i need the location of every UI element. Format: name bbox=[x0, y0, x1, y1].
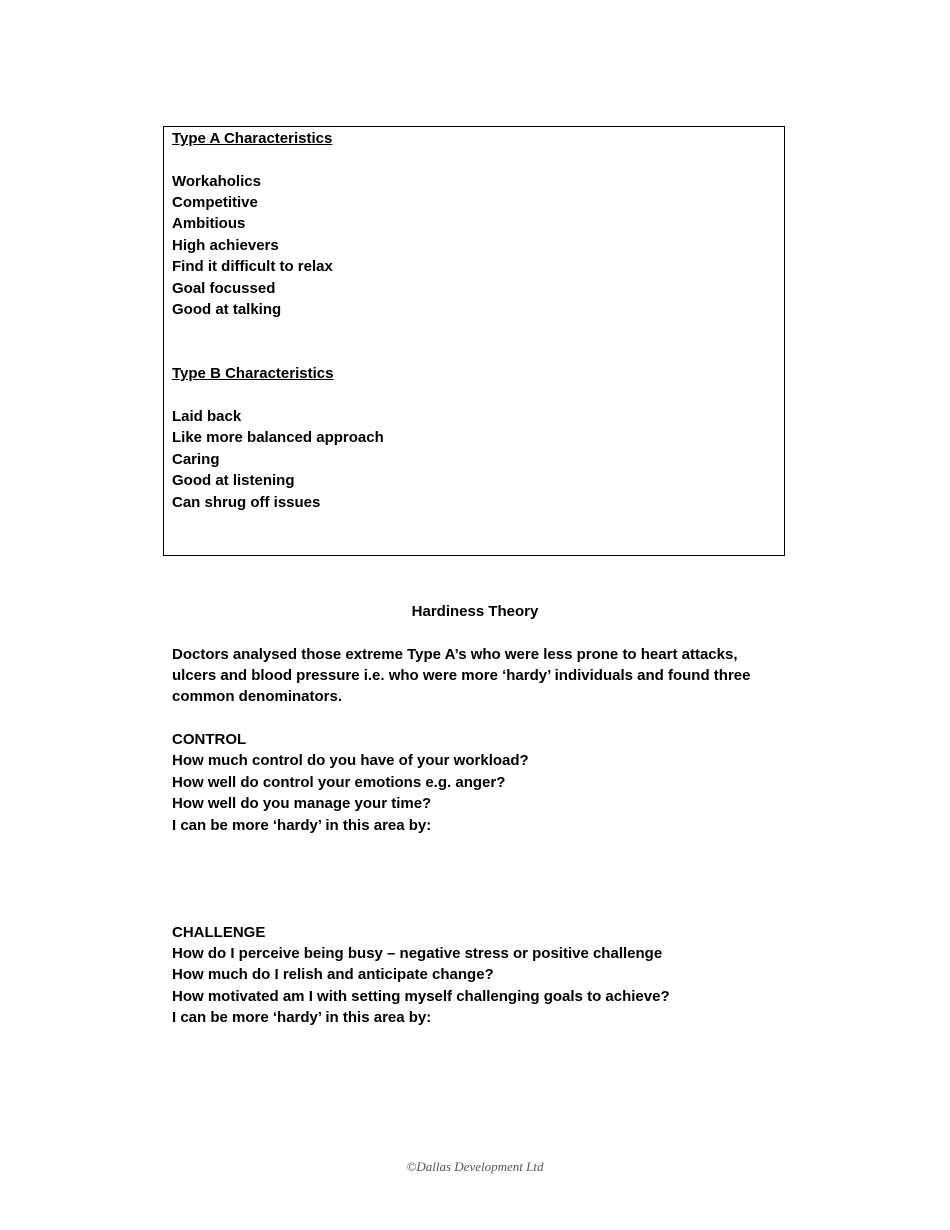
control-question: How well do you manage your time? bbox=[172, 795, 432, 812]
type-b-item: Good at listening bbox=[172, 472, 295, 489]
type-a-heading: Type A Characteristics bbox=[172, 130, 333, 147]
challenge-prompt: I can be more ‘hardy’ in this area by: bbox=[172, 1009, 432, 1026]
challenge-heading: CHALLENGE bbox=[172, 924, 266, 941]
type-b-item: Caring bbox=[172, 451, 220, 468]
type-b-item: Can shrug off issues bbox=[172, 494, 321, 511]
challenge-question: How much do I relish and anticipate change? bbox=[172, 966, 494, 983]
type-a-item: Goal focussed bbox=[172, 280, 276, 297]
control-question: How much control do you have of your workload? bbox=[172, 752, 529, 769]
type-b-item: Laid back bbox=[172, 408, 242, 425]
intro-line: Doctors analysed those extreme Type A’s who were less prone to heart attacks, bbox=[172, 646, 738, 663]
type-a-item: Find it difficult to relax bbox=[172, 258, 333, 275]
hardiness-title: Hardiness Theory bbox=[411, 603, 539, 620]
control-heading: CONTROL bbox=[172, 731, 247, 748]
challenge-question: How do I perceive being busy – negative stress or positive challenge bbox=[172, 945, 663, 962]
type-a-item: Ambitious bbox=[172, 215, 246, 232]
type-a-item: Workaholics bbox=[172, 173, 261, 190]
type-b-heading: Type B Characteristics bbox=[172, 365, 334, 382]
control-question: How well do control your emotions e.g. anger? bbox=[172, 774, 506, 791]
footer-copyright: ©Dallas Development Ltd bbox=[406, 1159, 544, 1174]
challenge-question: How motivated am I with setting myself challenging goals to achieve? bbox=[172, 988, 670, 1005]
intro-line: ulcers and blood pressure i.e. who were more ‘hardy’ individuals and found three bbox=[172, 667, 751, 684]
control-prompt: I can be more ‘hardy’ in this area by: bbox=[172, 817, 432, 834]
type-b-item: Like more balanced approach bbox=[172, 429, 384, 446]
type-a-item: High achievers bbox=[172, 237, 279, 254]
type-a-item: Competitive bbox=[172, 194, 258, 211]
type-a-item: Good at talking bbox=[172, 301, 282, 318]
intro-line: common denominators. bbox=[172, 688, 343, 705]
